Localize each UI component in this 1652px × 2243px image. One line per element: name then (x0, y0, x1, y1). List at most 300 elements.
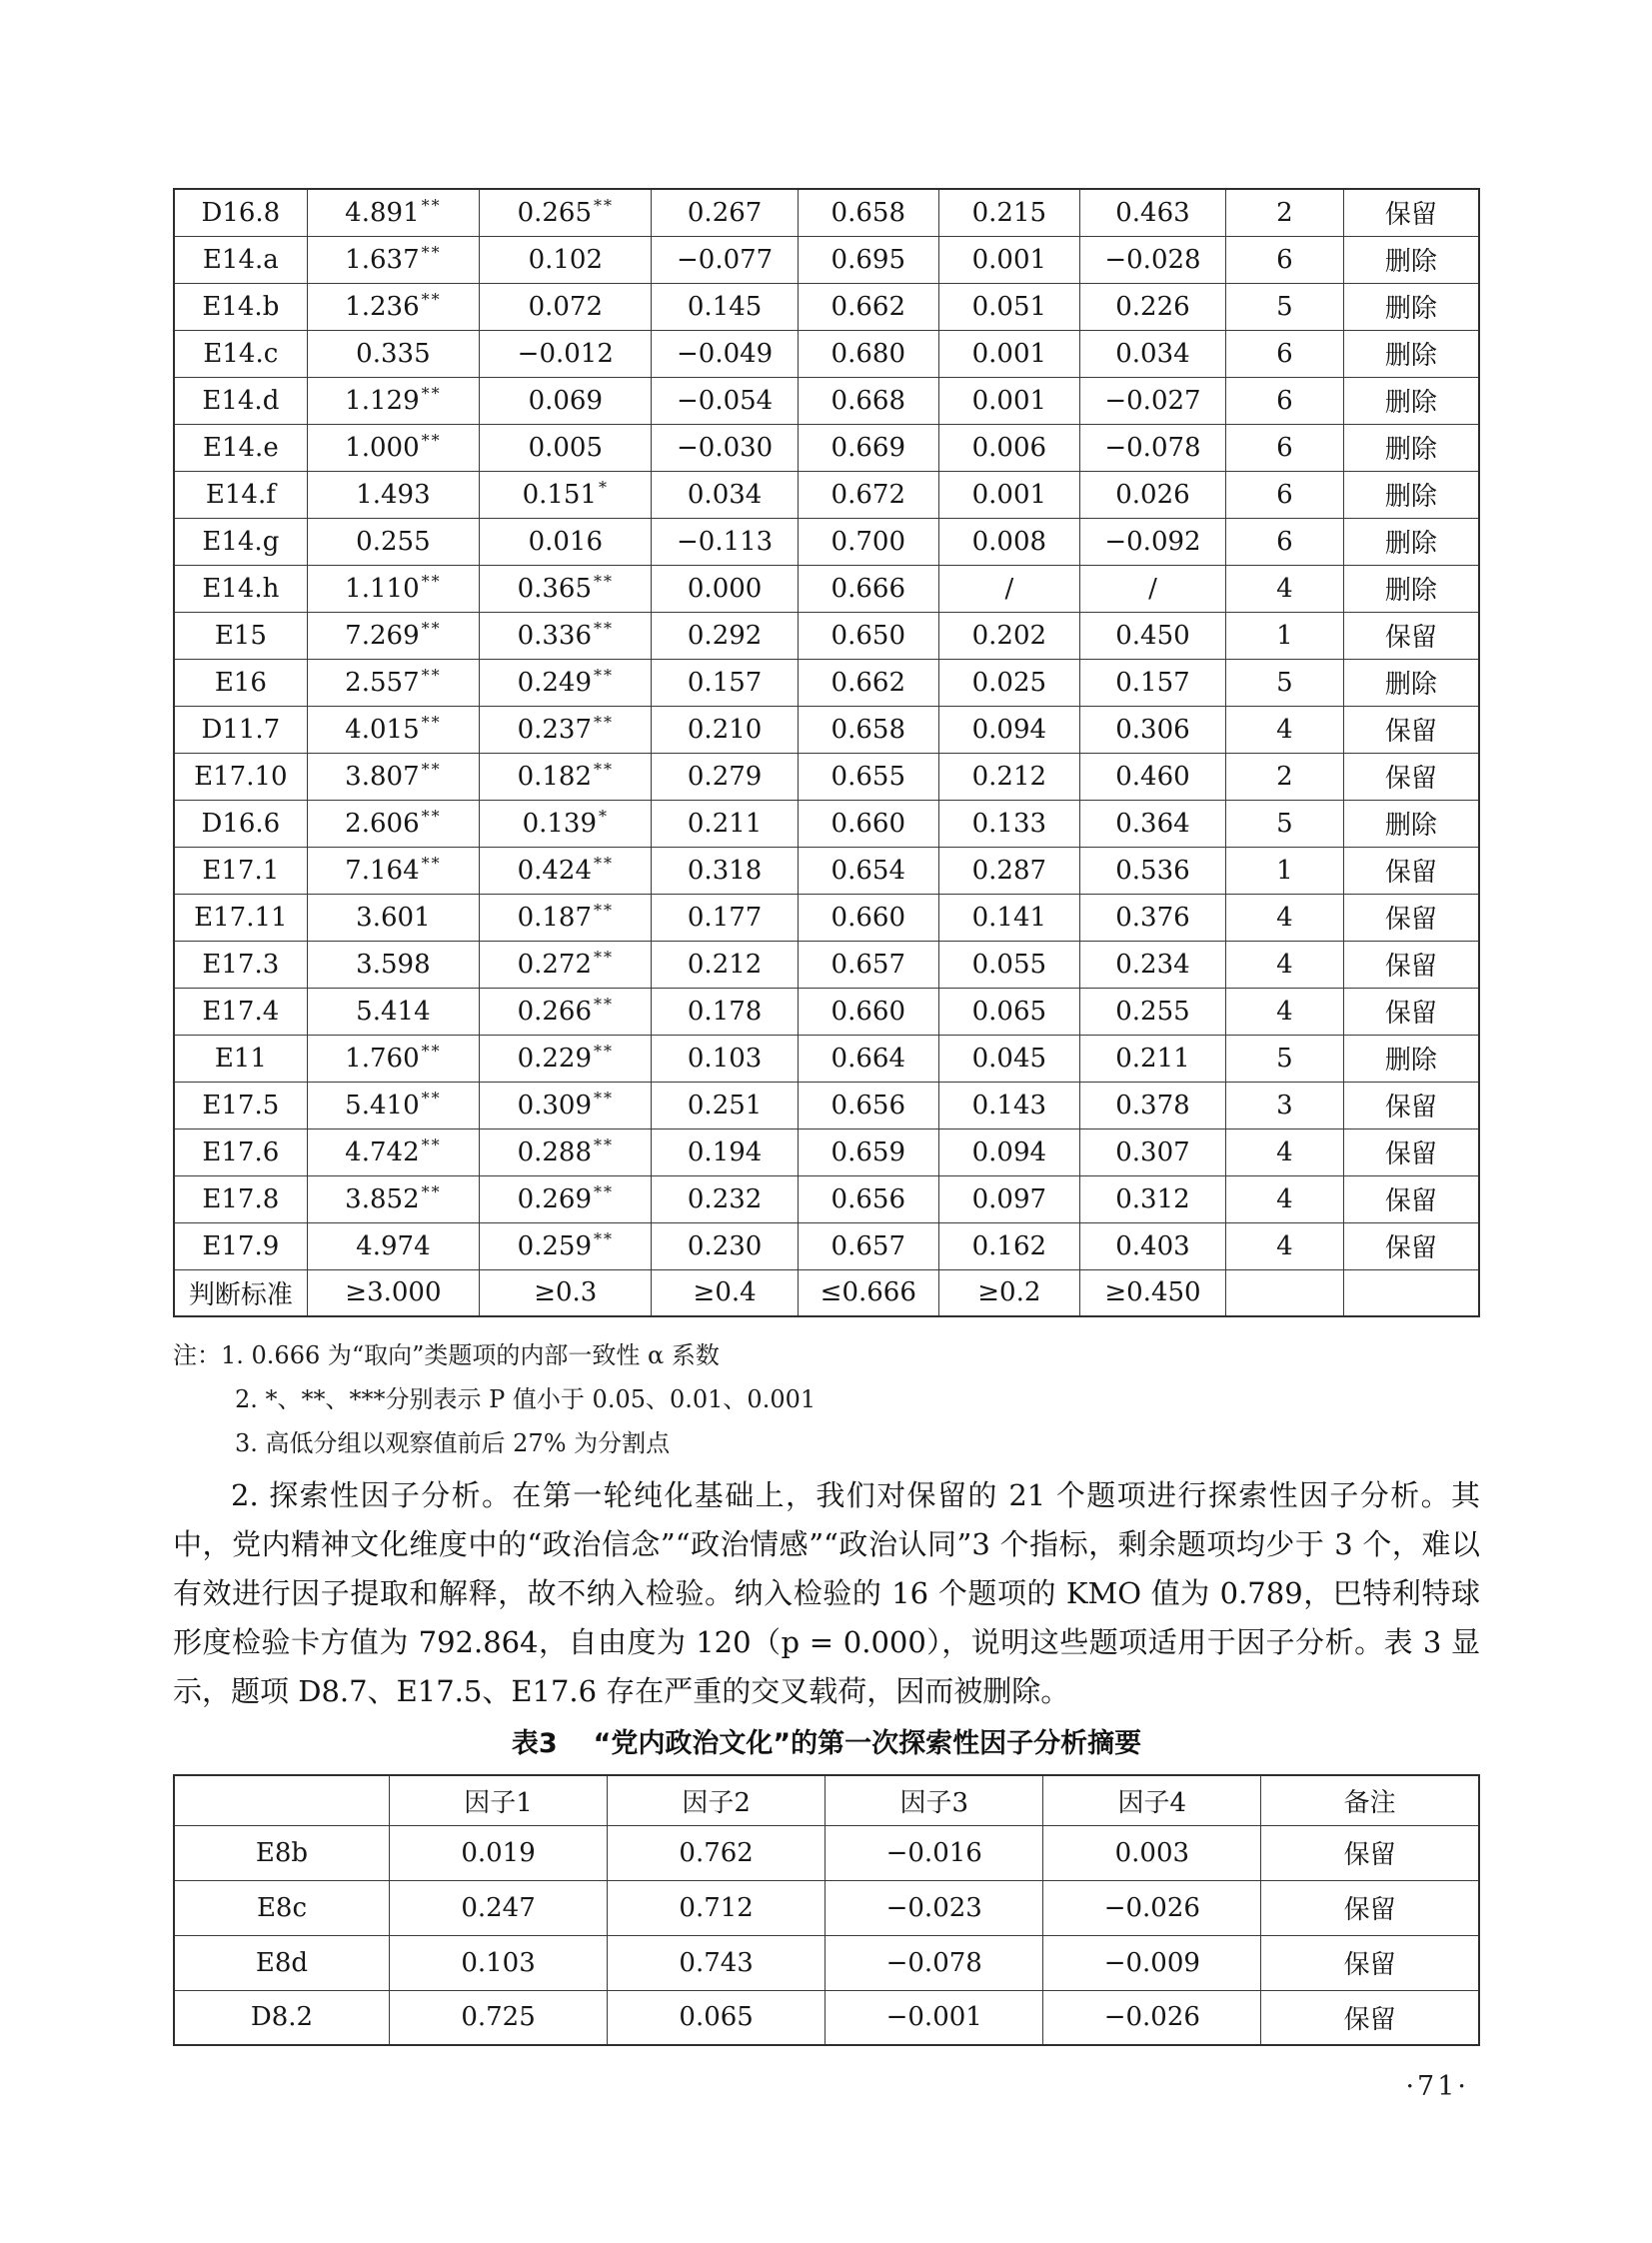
table-notes (173, 1333, 1480, 1465)
significance-stars: ** (594, 1181, 614, 1201)
table-cell: 0.335 (307, 330, 479, 377)
page-number: ·71· (1405, 2071, 1469, 2102)
table-cell: 1.000 ** (307, 424, 479, 471)
table-cell: 2 (1226, 753, 1344, 800)
table-cell: 0.251 (652, 1082, 798, 1128)
note-line-1: 注：1. 0.666 为“取向”类题项的内部一致性 α 系数 (173, 1341, 720, 1369)
table-cell: 0.712 (608, 1880, 826, 1935)
table-cell: −0.077 (652, 236, 798, 283)
table-cell: 0.102 (480, 236, 652, 283)
table-row (174, 518, 1479, 565)
row-label: E17.8 (174, 1175, 307, 1222)
table-cell: 5 (1226, 659, 1344, 706)
table-cell: 1.110 ** (307, 565, 479, 612)
row-label: E17.3 (174, 941, 307, 988)
table-cell: 0.211 (652, 800, 798, 847)
table-cell: 0.463 (1079, 189, 1225, 236)
row-label: E14.b (174, 283, 307, 330)
table-row (174, 894, 1479, 941)
table-cell: 0.026 (1079, 471, 1225, 518)
table-cell: 0.194 (652, 1128, 798, 1175)
table-row (174, 1269, 1479, 1316)
table-cell: 保留 (1343, 612, 1479, 659)
table-cell: 0.006 (938, 424, 1079, 471)
table-cell: 0.659 (798, 1128, 938, 1175)
table-row (174, 189, 1479, 236)
significance-stars: ** (594, 947, 614, 967)
table-cell: 2.557 ** (307, 659, 479, 706)
table-cell: 0.157 (1079, 659, 1225, 706)
table-cell: 保留 (1261, 1825, 1479, 1880)
significance-stars: ** (421, 289, 442, 309)
note-line-3: 3. 高低分组以观察值前后 27% 为分割点 (235, 1429, 671, 1457)
table-cell: 0.016 (480, 518, 652, 565)
table-cell: 0.695 (798, 236, 938, 283)
table-cell: 0.660 (798, 988, 938, 1035)
significance-stars: ** (594, 1088, 614, 1108)
table-cell: 0.003 (1043, 1825, 1261, 1880)
row-label: E14.a (174, 236, 307, 283)
table-cell: 0.700 (798, 518, 938, 565)
significance-stars: ** (594, 853, 614, 873)
table-cell: ≥3.000 (307, 1269, 479, 1316)
body-paragraph: 2. 探索性因子分析。在第一轮纯化基础上，我们对保留的 21 个题项进行探索性因子分析。其中，党内精神文化维度中的“政治信念”“政治情感”“政治认同”3 个指标，剩余题项均少于 3 个，难以有效进行因子提取和解释，故不纳入检验。纳入检验的 16 个题项的 KMO 值为 0.789，巴特利特球形度检验卡方值为 792.864，自由度为 120（p = 0.000），说明这些题项适用于因子分析。表 3 显示，题项 D8.7、E17.5、E17.6 存在严重的交叉载荷，因而被删除。 (173, 1478, 1480, 1708)
table-cell: 0.145 (652, 283, 798, 330)
table-cell: 4.015 ** (307, 706, 479, 753)
significance-stars: * (599, 806, 609, 826)
table-cell: 6 (1226, 236, 1344, 283)
table-cell: 0.045 (938, 1035, 1079, 1082)
table-cell: 0.269 ** (480, 1175, 652, 1222)
significance-stars: ** (421, 806, 442, 826)
significance-stars: ** (421, 1041, 442, 1061)
significance-stars: ** (594, 195, 614, 215)
table-cell: 7.269 ** (307, 612, 479, 659)
table-cell: ≥0.450 (1079, 1269, 1225, 1316)
table-cell: 0.660 (798, 800, 938, 847)
table-cell: 0.378 (1079, 1082, 1225, 1128)
column-header: 因子2 (608, 1775, 826, 1825)
table-cell: 2.606 ** (307, 800, 479, 847)
table-row (174, 1825, 1479, 1880)
column-header: 因子4 (1043, 1775, 1261, 1825)
table-cell: 0.660 (798, 894, 938, 941)
table-cell: 0.034 (652, 471, 798, 518)
table-cell: 2 (1226, 189, 1344, 236)
table-cell: 删除 (1343, 659, 1479, 706)
table-row (174, 330, 1479, 377)
table-row (174, 1035, 1479, 1082)
table-row (174, 236, 1479, 283)
table-cell: 删除 (1343, 330, 1479, 377)
table-cell: 0.202 (938, 612, 1079, 659)
table-cell: 0.654 (798, 847, 938, 894)
table-cell: 4.891 ** (307, 189, 479, 236)
table-cell: 0.658 (798, 189, 938, 236)
table-row (174, 1082, 1479, 1128)
table-cell: 0.025 (938, 659, 1079, 706)
table-cell: 0.000 (652, 565, 798, 612)
table-cell: 4 (1226, 988, 1344, 1035)
row-label: E11 (174, 1035, 307, 1082)
table-cell: 0.655 (798, 753, 938, 800)
table-row (174, 847, 1479, 894)
item-purification-table (173, 188, 1480, 1317)
table-cell: −0.023 (826, 1880, 1043, 1935)
table-cell: −0.049 (652, 330, 798, 377)
table-cell: 4 (1226, 941, 1344, 988)
table-cell: 0.001 (938, 377, 1079, 424)
significance-stars: ** (594, 900, 614, 920)
table-cell: 0.662 (798, 659, 938, 706)
table-cell: 0.336 ** (480, 612, 652, 659)
table-cell: 0.266 ** (480, 988, 652, 1035)
table-cell: 0.672 (798, 471, 938, 518)
table-cell (1343, 1269, 1479, 1316)
table-cell: 0.019 (389, 1825, 607, 1880)
factor-analysis-table (173, 1774, 1480, 2046)
table-cell: 0.312 (1079, 1175, 1225, 1222)
table-cell: 0.365 ** (480, 565, 652, 612)
table-cell: 0.141 (938, 894, 1079, 941)
table-cell: 删除 (1343, 283, 1479, 330)
significance-stars: ** (594, 1134, 614, 1154)
table-cell: 3 (1226, 1082, 1344, 1128)
row-label: E8b (174, 1825, 389, 1880)
table-cell: 删除 (1343, 471, 1479, 518)
row-label: D8.2 (174, 1990, 389, 2045)
table-row (174, 753, 1479, 800)
table-cell: −0.016 (826, 1825, 1043, 1880)
row-label: E8d (174, 1935, 389, 1990)
table-cell: 0.424 ** (480, 847, 652, 894)
column-header (174, 1775, 389, 1825)
table-cell: 0.267 (652, 189, 798, 236)
table-cell: 保留 (1343, 753, 1479, 800)
significance-stars: ** (594, 994, 614, 1014)
table-cell: 0.001 (938, 471, 1079, 518)
table-cell: 4 (1226, 894, 1344, 941)
significance-stars: ** (594, 571, 614, 591)
table-row (174, 377, 1479, 424)
table-cell: 删除 (1343, 565, 1479, 612)
table-cell: 保留 (1261, 1935, 1479, 1990)
table-cell: 5 (1226, 1035, 1344, 1082)
table-cell: −0.028 (1079, 236, 1225, 283)
table-body (174, 1825, 1479, 2045)
table-cell: 0.005 (480, 424, 652, 471)
row-label: E17.5 (174, 1082, 307, 1128)
significance-stars: * (599, 477, 609, 497)
table-cell: −0.030 (652, 424, 798, 471)
table-cell: 0.376 (1079, 894, 1225, 941)
table-cell: 3.807 ** (307, 753, 479, 800)
significance-stars: ** (421, 853, 442, 873)
table-cell: 保留 (1261, 1990, 1479, 2045)
table-cell: −0.078 (826, 1935, 1043, 1990)
table-cell: 0.229 ** (480, 1035, 652, 1082)
table-cell: −0.009 (1043, 1935, 1261, 1990)
table-cell: 0.065 (608, 1990, 826, 2045)
column-header: 因子1 (389, 1775, 607, 1825)
table-cell: −0.012 (480, 330, 652, 377)
row-label: E17.4 (174, 988, 307, 1035)
table-cell: 0.162 (938, 1222, 1079, 1269)
table-row (174, 659, 1479, 706)
table-cell: 0.001 (938, 330, 1079, 377)
table-cell: 1 (1226, 612, 1344, 659)
table-cell: 0.288 ** (480, 1128, 652, 1175)
table-cell: 3.601 (307, 894, 479, 941)
table-cell: 0.272 ** (480, 941, 652, 988)
table-head (174, 1775, 1479, 1825)
table-cell: 1 (1226, 847, 1344, 894)
significance-stars: ** (421, 571, 442, 591)
table-cell: 0.650 (798, 612, 938, 659)
table-cell: 0.230 (652, 1222, 798, 1269)
table-cell: 0.680 (798, 330, 938, 377)
table-cell: 删除 (1343, 1035, 1479, 1082)
table-cell: −0.078 (1079, 424, 1225, 471)
table-cell: 7.164 ** (307, 847, 479, 894)
row-label: E17.11 (174, 894, 307, 941)
table-cell: 保留 (1343, 894, 1479, 941)
table-cell: / (1079, 565, 1225, 612)
table3-title-text: “党内政治文化”的第一次探索性因子分析摘要 (593, 1728, 1142, 1759)
table-cell: 4 (1226, 1175, 1344, 1222)
table-cell: 0.069 (480, 377, 652, 424)
table-cell: 1.760 ** (307, 1035, 479, 1082)
table-cell: 3.852 ** (307, 1175, 479, 1222)
table-cell: 0.008 (938, 518, 1079, 565)
table-cell: 0.157 (652, 659, 798, 706)
table-cell: 0.364 (1079, 800, 1225, 847)
column-header: 因子3 (826, 1775, 1043, 1825)
significance-stars: ** (421, 1134, 442, 1154)
significance-stars: ** (421, 1088, 442, 1108)
table-cell: 5.414 (307, 988, 479, 1035)
table-cell: 6 (1226, 518, 1344, 565)
table-cell (1226, 1269, 1344, 1316)
row-label: E14.e (174, 424, 307, 471)
table-cell: 保留 (1343, 1128, 1479, 1175)
row-label: E14.d (174, 377, 307, 424)
row-label: E17.10 (174, 753, 307, 800)
table-row (174, 565, 1479, 612)
table-cell: 0.178 (652, 988, 798, 1035)
table-cell: 0.215 (938, 189, 1079, 236)
table-cell: ≥0.4 (652, 1269, 798, 1316)
table-cell: 0.259 ** (480, 1222, 652, 1269)
table-cell: 0.662 (798, 283, 938, 330)
row-label: E14.c (174, 330, 307, 377)
table-cell: 0.536 (1079, 847, 1225, 894)
table-cell: 5.410 ** (307, 1082, 479, 1128)
table-cell: 0.065 (938, 988, 1079, 1035)
significance-stars: ** (421, 383, 442, 403)
table-cell: 0.287 (938, 847, 1079, 894)
table-row (174, 941, 1479, 988)
table-cell: / (938, 565, 1079, 612)
table-cell: 0.664 (798, 1035, 938, 1082)
table-cell: 6 (1226, 377, 1344, 424)
row-label: D16.6 (174, 800, 307, 847)
table-cell: 保留 (1343, 1082, 1479, 1128)
table-cell: 0.249 ** (480, 659, 652, 706)
table-cell: 保留 (1343, 1175, 1479, 1222)
table-cell: 删除 (1343, 424, 1479, 471)
table-cell: 0.133 (938, 800, 1079, 847)
table-row (174, 1128, 1479, 1175)
table-cell: 1.129 ** (307, 377, 479, 424)
table-cell: 0.668 (798, 377, 938, 424)
table-cell: 1.637 ** (307, 236, 479, 283)
row-label: E14.g (174, 518, 307, 565)
row-label: E14.h (174, 565, 307, 612)
table-cell: 0.247 (389, 1880, 607, 1935)
table-cell: ≥0.3 (480, 1269, 652, 1316)
table-cell: 4 (1226, 1222, 1344, 1269)
table-row (174, 1990, 1479, 2045)
column-header: 备注 (1261, 1775, 1479, 1825)
table-cell: 0.187 ** (480, 894, 652, 941)
table-row (174, 706, 1479, 753)
table-cell: 0.656 (798, 1082, 938, 1128)
table-cell: 0.234 (1079, 941, 1225, 988)
table-row (174, 1935, 1479, 1990)
table-cell: 0.151 * (480, 471, 652, 518)
table-row (174, 471, 1479, 518)
significance-stars: ** (421, 1181, 442, 1201)
table-row (174, 283, 1479, 330)
table-cell: 0.001 (938, 236, 1079, 283)
table-cell: 0.450 (1079, 612, 1225, 659)
table-row (174, 800, 1479, 847)
table-cell: 0.212 (652, 941, 798, 988)
table-cell: 0.255 (1079, 988, 1225, 1035)
table-cell: 0.212 (938, 753, 1079, 800)
table-cell: 0.460 (1079, 753, 1225, 800)
row-label: E17.1 (174, 847, 307, 894)
table-cell: 6 (1226, 330, 1344, 377)
table-cell: ≤0.666 (798, 1269, 938, 1316)
table-body (174, 189, 1479, 1316)
table-row (174, 988, 1479, 1035)
significance-stars: ** (594, 1228, 614, 1248)
table-cell: −0.113 (652, 518, 798, 565)
table-cell: 1.493 (307, 471, 479, 518)
row-label: E8c (174, 1880, 389, 1935)
table-cell: 5 (1226, 800, 1344, 847)
table-cell: −0.054 (652, 377, 798, 424)
table-cell: 保留 (1343, 847, 1479, 894)
table-cell: 0.658 (798, 706, 938, 753)
table-cell: 0.034 (1079, 330, 1225, 377)
table-cell: 4 (1226, 565, 1344, 612)
row-label: E17.6 (174, 1128, 307, 1175)
table-cell: 0.666 (798, 565, 938, 612)
row-label: D16.8 (174, 189, 307, 236)
table-cell: 0.279 (652, 753, 798, 800)
row-label: E14.f (174, 471, 307, 518)
table-cell: 0.097 (938, 1175, 1079, 1222)
table-row (174, 424, 1479, 471)
table-cell: 0.743 (608, 1935, 826, 1990)
row-label: E15 (174, 612, 307, 659)
note-line-2: 2. *、**、***分别表示 P 值小于 0.05、0.01、0.001 (235, 1385, 817, 1413)
table-cell: 6 (1226, 471, 1344, 518)
table3-title (173, 1726, 1480, 1762)
significance-stars: ** (594, 759, 614, 779)
table-cell: 0.182 ** (480, 753, 652, 800)
significance-stars: ** (594, 712, 614, 732)
table-cell: 0.669 (798, 424, 938, 471)
table-cell: 0.237 ** (480, 706, 652, 753)
table-cell: 0.094 (938, 706, 1079, 753)
table-cell: 0.292 (652, 612, 798, 659)
significance-stars: ** (594, 665, 614, 685)
table-cell: 0.725 (389, 1990, 607, 2045)
table-cell: 3.598 (307, 941, 479, 988)
table-cell: −0.027 (1079, 377, 1225, 424)
table-cell: −0.001 (826, 1990, 1043, 2045)
significance-stars: ** (594, 618, 614, 638)
table-cell: 保留 (1343, 189, 1479, 236)
row-label: E17.9 (174, 1222, 307, 1269)
table-cell: 0.139 * (480, 800, 652, 847)
table-cell: 0.403 (1079, 1222, 1225, 1269)
page-content (173, 188, 1480, 2046)
table-cell: 0.657 (798, 941, 938, 988)
table-cell: 4.974 (307, 1222, 479, 1269)
table-cell: 4 (1226, 706, 1344, 753)
table-cell: 4 (1226, 1128, 1344, 1175)
row-label: D11.7 (174, 706, 307, 753)
table-cell: 0.656 (798, 1175, 938, 1222)
significance-stars: ** (421, 242, 442, 262)
table-cell: 6 (1226, 424, 1344, 471)
table-cell: 0.762 (608, 1825, 826, 1880)
table-cell: 0.103 (389, 1935, 607, 1990)
table-cell: 0.226 (1079, 283, 1225, 330)
significance-stars: ** (421, 712, 442, 732)
table-cell: −0.026 (1043, 1990, 1261, 2045)
table-header-row (174, 1775, 1479, 1825)
table-cell: 0.232 (652, 1175, 798, 1222)
significance-stars: ** (421, 430, 442, 450)
table-cell: 保留 (1343, 706, 1479, 753)
table-cell: 0.072 (480, 283, 652, 330)
significance-stars: ** (421, 665, 442, 685)
table-cell: 0.051 (938, 283, 1079, 330)
row-label: E16 (174, 659, 307, 706)
table-cell: 保留 (1343, 1222, 1479, 1269)
table-cell: 0.307 (1079, 1128, 1225, 1175)
table-row (174, 1175, 1479, 1222)
table-cell: 1.236 ** (307, 283, 479, 330)
table-row (174, 612, 1479, 659)
table-cell: −0.026 (1043, 1880, 1261, 1935)
table-cell: 0.143 (938, 1082, 1079, 1128)
table-cell: 保留 (1261, 1880, 1479, 1935)
significance-stars: ** (421, 618, 442, 638)
table-row (174, 1222, 1479, 1269)
table-cell: 0.055 (938, 941, 1079, 988)
row-label: 判断标准 (174, 1269, 307, 1316)
table-cell: 0.265 ** (480, 189, 652, 236)
table-row (174, 1880, 1479, 1935)
table-cell: 5 (1226, 283, 1344, 330)
